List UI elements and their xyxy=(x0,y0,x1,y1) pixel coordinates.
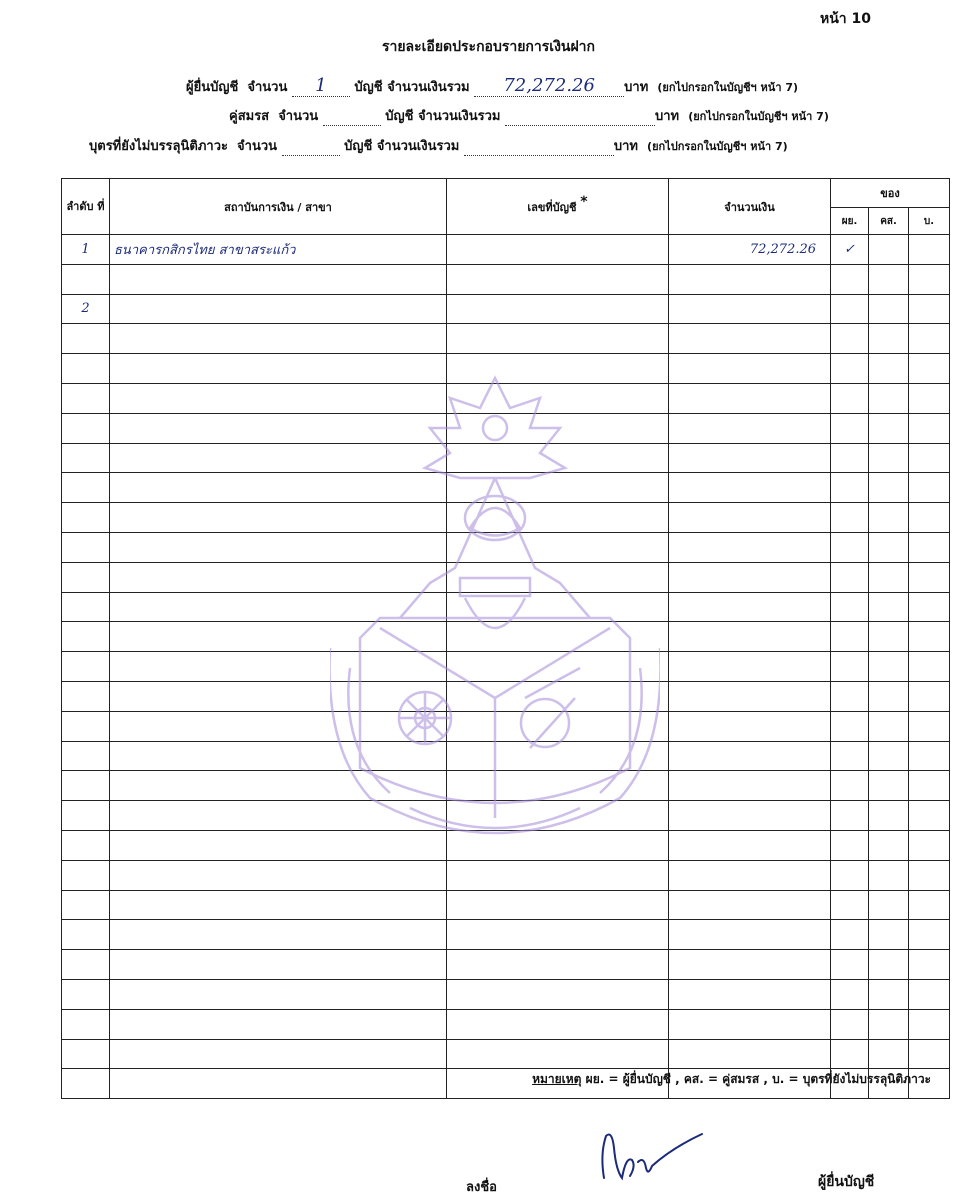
cell-account-no xyxy=(447,503,669,533)
summary-currency: บาท xyxy=(613,139,638,154)
cell-amount xyxy=(669,711,831,741)
cell-seq xyxy=(62,860,110,890)
cell-seq xyxy=(62,771,110,801)
cell-account-no xyxy=(447,979,669,1009)
cell-seq xyxy=(62,264,110,294)
cell-institution xyxy=(110,950,447,980)
cell-seq xyxy=(62,801,110,831)
cell-amount xyxy=(669,1039,831,1069)
table-row xyxy=(62,741,950,771)
cell-amount xyxy=(669,294,831,324)
cell-amount xyxy=(669,681,831,711)
cell-seq xyxy=(62,950,110,980)
cell-owner-child xyxy=(909,1009,950,1039)
header-owner-group: ของ xyxy=(831,179,950,208)
summary-currency: บาท xyxy=(624,80,649,95)
cell-institution xyxy=(110,1009,447,1039)
cell-owner-child xyxy=(909,890,950,920)
cell-owner-filer xyxy=(831,979,869,1009)
cell-owner-child xyxy=(909,383,950,413)
cell-owner-spouse xyxy=(869,235,909,265)
cell-owner-filer xyxy=(831,562,869,592)
cell-owner-filer xyxy=(831,354,869,384)
cell-owner-child xyxy=(909,443,950,473)
cell-account-no xyxy=(447,741,669,771)
table-row xyxy=(62,592,950,622)
cell-owner-spouse xyxy=(869,264,909,294)
cell-seq xyxy=(62,1039,110,1069)
cell-owner-spouse xyxy=(869,1009,909,1039)
cell-amount xyxy=(669,920,831,950)
header-seq: ลำดับ ที่ xyxy=(62,179,110,235)
cell-seq xyxy=(62,324,110,354)
cell-account-no xyxy=(447,890,669,920)
table-row xyxy=(62,622,950,652)
header-account-no-mark: * xyxy=(580,193,588,210)
cell-owner-child xyxy=(909,532,950,562)
cell-institution xyxy=(110,1039,447,1069)
cell-owner-filer xyxy=(831,890,869,920)
cell-owner-filer xyxy=(831,473,869,503)
summary-unit-label: บัญชี xyxy=(354,80,383,95)
cell-owner-child xyxy=(909,920,950,950)
cell-owner-spouse xyxy=(869,860,909,890)
cell-owner-spouse xyxy=(869,711,909,741)
cell-institution xyxy=(110,383,447,413)
cell-owner-filer xyxy=(831,652,869,682)
summary-count-label: จำนวน xyxy=(278,109,319,124)
cell-owner-filer xyxy=(831,830,869,860)
cell-owner-child xyxy=(909,979,950,1009)
cell-owner-child xyxy=(909,860,950,890)
table-row xyxy=(62,294,950,324)
summary-count-field xyxy=(282,138,340,156)
summary-total-label: จำนวนเงินรวม xyxy=(387,80,470,95)
table-row xyxy=(62,860,950,890)
cell-account-no xyxy=(447,294,669,324)
cell-amount xyxy=(669,950,831,980)
cell-owner-spouse xyxy=(869,413,909,443)
summary-note: (ยกไปกรอกในบัญชีฯ หน้า 7) xyxy=(688,110,829,123)
cell-amount xyxy=(669,652,831,682)
cell-account-no xyxy=(447,652,669,682)
table-row xyxy=(62,562,950,592)
cell-amount xyxy=(669,801,831,831)
table-row xyxy=(62,264,950,294)
summary-count-value: 1 xyxy=(315,75,327,96)
document-title: รายละเอียดประกอบรายการเงินฝาก xyxy=(381,39,596,55)
summary-who: บุตรที่ยังไม่บรรลุนิติภาวะ xyxy=(89,139,228,154)
cell-institution xyxy=(110,681,447,711)
cell-owner-spouse xyxy=(869,681,909,711)
cell-amount xyxy=(669,860,831,890)
table-row xyxy=(62,532,950,562)
cell-owner-child xyxy=(909,801,950,831)
cell-amount xyxy=(669,592,831,622)
cell-amount xyxy=(669,532,831,562)
cell-seq xyxy=(62,413,110,443)
cell-owner-child xyxy=(909,413,950,443)
cell-amount xyxy=(669,264,831,294)
cell-seq: 1 xyxy=(62,235,110,265)
cell-owner-child xyxy=(909,711,950,741)
cell-owner-filer xyxy=(831,860,869,890)
cell-seq xyxy=(62,741,110,771)
cell-owner-filer xyxy=(831,443,869,473)
cell-owner-spouse xyxy=(869,830,909,860)
cell-account-no xyxy=(447,681,669,711)
cell-account-no xyxy=(447,592,669,622)
cell-institution xyxy=(110,771,447,801)
cell-account-no xyxy=(447,771,669,801)
cell-owner-spouse xyxy=(869,532,909,562)
cell-seq xyxy=(62,592,110,622)
cell-owner-filer xyxy=(831,711,869,741)
table-row xyxy=(62,324,950,354)
table-row xyxy=(62,801,950,831)
cell-owner-spouse xyxy=(869,503,909,533)
cell-owner-filer xyxy=(831,324,869,354)
cell-institution xyxy=(110,264,447,294)
cell-institution xyxy=(110,1069,447,1099)
cell-account-no xyxy=(447,443,669,473)
cell-seq xyxy=(62,652,110,682)
cell-owner-filer xyxy=(831,532,869,562)
cell-seq xyxy=(62,354,110,384)
cell-institution xyxy=(110,413,447,443)
summary-who: ผู้ยื่นบัญชี xyxy=(186,80,239,95)
cell-owner-spouse xyxy=(869,592,909,622)
summary-total-field xyxy=(474,75,624,97)
handwritten-signature-icon xyxy=(592,1126,712,1186)
header-owner-spouse: คส. xyxy=(869,208,909,235)
cell-amount: 72,272.26 xyxy=(669,235,831,265)
cell-owner-filer xyxy=(831,503,869,533)
cell-owner-filer xyxy=(831,1009,869,1039)
cell-seq xyxy=(62,503,110,533)
cell-owner-spouse xyxy=(869,890,909,920)
cell-owner-filer xyxy=(831,950,869,980)
summary-row-filer xyxy=(186,76,798,97)
cell-seq xyxy=(62,532,110,562)
cell-institution xyxy=(110,711,447,741)
cell-institution xyxy=(110,473,447,503)
cell-institution xyxy=(110,294,447,324)
cell-account-no xyxy=(447,711,669,741)
cell-owner-spouse xyxy=(869,741,909,771)
cell-owner-filer xyxy=(831,681,869,711)
cell-owner-filer xyxy=(831,383,869,413)
summary-unit-label: บัญชี xyxy=(344,139,373,154)
cell-seq xyxy=(62,920,110,950)
cell-account-no xyxy=(447,264,669,294)
cell-account-no xyxy=(447,383,669,413)
cell-owner-spouse xyxy=(869,920,909,950)
table-header-row xyxy=(62,179,950,208)
table-row xyxy=(62,473,950,503)
cell-owner-spouse xyxy=(869,294,909,324)
cell-owner-filer xyxy=(831,294,869,324)
cell-owner-filer xyxy=(831,1039,869,1069)
cell-owner-child xyxy=(909,473,950,503)
cell-seq xyxy=(62,562,110,592)
cell-seq xyxy=(62,681,110,711)
legend-heading: หมายเหตุ xyxy=(532,1072,582,1086)
cell-owner-spouse xyxy=(869,324,909,354)
cell-owner-child xyxy=(909,354,950,384)
cell-owner-spouse xyxy=(869,354,909,384)
header-owner-child: บ. xyxy=(909,208,950,235)
cell-owner-spouse xyxy=(869,652,909,682)
cell-institution xyxy=(110,622,447,652)
summary-count-field xyxy=(292,75,350,97)
cell-owner-spouse xyxy=(869,622,909,652)
cell-institution xyxy=(110,890,447,920)
summary-note: (ยกไปกรอกในบัญชีฯ หน้า 7) xyxy=(657,81,799,94)
table-row xyxy=(62,413,950,443)
cell-institution xyxy=(110,324,447,354)
cell-institution xyxy=(110,354,447,384)
cell-owner-child xyxy=(909,264,950,294)
cell-account-no xyxy=(447,920,669,950)
cell-amount xyxy=(669,324,831,354)
cell-account-no xyxy=(447,1009,669,1039)
cell-owner-child xyxy=(909,562,950,592)
cell-institution xyxy=(110,860,447,890)
cell-institution xyxy=(110,920,447,950)
cell-seq xyxy=(62,711,110,741)
cell-amount xyxy=(669,771,831,801)
summary-who: คู่สมรส xyxy=(229,109,270,124)
cell-owner-filer xyxy=(831,264,869,294)
cell-institution xyxy=(110,592,447,622)
summary-row-spouse xyxy=(229,105,829,126)
summary-total-value: 72,272.26 xyxy=(503,75,595,96)
cell-account-no xyxy=(447,354,669,384)
cell-owner-child xyxy=(909,830,950,860)
cell-institution xyxy=(110,830,447,860)
cell-owner-spouse xyxy=(869,383,909,413)
cell-seq: 2 xyxy=(62,294,110,324)
table-row xyxy=(62,771,950,801)
summary-total-field xyxy=(464,138,614,156)
cell-account-no xyxy=(447,860,669,890)
header-account-no xyxy=(447,179,669,235)
cell-account-no xyxy=(447,622,669,652)
cell-owner-filer xyxy=(831,741,869,771)
cell-seq xyxy=(62,383,110,413)
cell-owner-child xyxy=(909,771,950,801)
cell-amount xyxy=(669,383,831,413)
cell-owner-child xyxy=(909,324,950,354)
table-row xyxy=(62,383,950,413)
summary-count-field xyxy=(323,108,381,126)
cell-owner-spouse xyxy=(869,771,909,801)
cell-institution: ธนาคารกสิกรไทย สาขาสระแก้ว xyxy=(110,235,447,265)
table-row xyxy=(62,235,950,265)
cell-seq xyxy=(62,979,110,1009)
table-row xyxy=(62,1009,950,1039)
header-account-no-label: เลขที่บัญชี xyxy=(527,200,577,214)
cell-owner-spouse xyxy=(869,979,909,1009)
cell-owner-child xyxy=(909,681,950,711)
cell-account-no xyxy=(447,235,669,265)
cell-account-no xyxy=(447,830,669,860)
cell-amount xyxy=(669,622,831,652)
cell-institution xyxy=(110,562,447,592)
cell-account-no xyxy=(447,532,669,562)
cell-institution xyxy=(110,532,447,562)
cell-amount xyxy=(669,741,831,771)
summary-count-label: จำนวน xyxy=(247,80,288,95)
cell-owner-filer xyxy=(831,592,869,622)
table-row xyxy=(62,503,950,533)
summary-unit-label: บัญชี xyxy=(385,109,414,124)
cell-seq xyxy=(62,1069,110,1099)
summary-count-label: จำนวน xyxy=(237,139,278,154)
cell-account-no xyxy=(447,324,669,354)
cell-amount xyxy=(669,979,831,1009)
cell-account-no xyxy=(447,473,669,503)
summary-total-label: จำนวนเงินรวม xyxy=(376,139,460,154)
table-row xyxy=(62,950,950,980)
table-row xyxy=(62,711,950,741)
cell-owner-child xyxy=(909,622,950,652)
summary-total-label: จำนวนเงินรวม xyxy=(417,109,501,124)
cell-seq xyxy=(62,1009,110,1039)
summary-note: (ยกไปกรอกในบัญชีฯ หน้า 7) xyxy=(647,140,788,153)
cell-institution xyxy=(110,652,447,682)
cell-owner-filer xyxy=(831,413,869,443)
cell-owner-filer xyxy=(831,771,869,801)
cell-amount xyxy=(669,503,831,533)
table-row xyxy=(62,979,950,1009)
cell-owner-spouse xyxy=(869,562,909,592)
summary-total-field xyxy=(505,108,655,126)
cell-amount xyxy=(669,413,831,443)
cell-owner-child xyxy=(909,950,950,980)
cell-account-no xyxy=(447,562,669,592)
deposit-details-table xyxy=(61,178,950,1099)
table-row xyxy=(62,354,950,384)
summary-row-children xyxy=(89,135,788,156)
sign-label: ลงชื่อ xyxy=(466,1180,497,1195)
cell-amount xyxy=(669,562,831,592)
signer-label: ผู้ยื่นบัญชี xyxy=(818,1174,875,1190)
table-row xyxy=(62,681,950,711)
legend-text: ผย. = ผู้ยื่นบัญชี , คส. = คู่สมรส , บ. = บุตรที่ยังไม่บรรลุนิติภาวะ xyxy=(585,1072,931,1086)
cell-seq xyxy=(62,443,110,473)
cell-account-no xyxy=(447,1039,669,1069)
cell-amount xyxy=(669,1009,831,1039)
table-row xyxy=(62,443,950,473)
cell-owner-spouse xyxy=(869,473,909,503)
cell-amount xyxy=(669,443,831,473)
cell-owner-child xyxy=(909,294,950,324)
cell-institution xyxy=(110,443,447,473)
cell-owner-spouse xyxy=(869,801,909,831)
table-row xyxy=(62,652,950,682)
cell-account-no xyxy=(447,801,669,831)
cell-owner-filer xyxy=(831,801,869,831)
cell-owner-spouse xyxy=(869,443,909,473)
cell-institution xyxy=(110,801,447,831)
page-number: หน้า 10 xyxy=(819,11,871,27)
cell-amount xyxy=(669,354,831,384)
cell-seq xyxy=(62,830,110,860)
cell-owner-child xyxy=(909,235,950,265)
cell-owner-child xyxy=(909,503,950,533)
cell-amount xyxy=(669,830,831,860)
cell-owner-child xyxy=(909,741,950,771)
cell-account-no xyxy=(447,413,669,443)
cell-amount xyxy=(669,473,831,503)
table-body xyxy=(62,235,950,1099)
table-row xyxy=(62,830,950,860)
table-row xyxy=(62,890,950,920)
cell-institution xyxy=(110,979,447,1009)
cell-seq xyxy=(62,890,110,920)
cell-owner-filer xyxy=(831,622,869,652)
table-row xyxy=(62,1039,950,1069)
cell-institution xyxy=(110,741,447,771)
cell-owner-spouse xyxy=(869,1039,909,1069)
cell-institution xyxy=(110,503,447,533)
cell-account-no xyxy=(447,950,669,980)
cell-owner-filer xyxy=(831,920,869,950)
table-row xyxy=(62,920,950,950)
cell-seq xyxy=(62,473,110,503)
cell-owner-filer: ✓ xyxy=(831,235,869,265)
header-owner-filer: ผย. xyxy=(831,208,869,235)
legend-note xyxy=(532,1070,931,1089)
header-institution: สถาบันการเงิน / สาขา xyxy=(110,179,447,235)
cell-amount xyxy=(669,890,831,920)
cell-owner-spouse xyxy=(869,950,909,980)
cell-owner-child xyxy=(909,652,950,682)
cell-owner-child xyxy=(909,1039,950,1069)
header-amount: จำนวนเงิน xyxy=(669,179,831,235)
summary-currency: บาท xyxy=(655,109,680,124)
cell-owner-child xyxy=(909,592,950,622)
cell-seq xyxy=(62,622,110,652)
